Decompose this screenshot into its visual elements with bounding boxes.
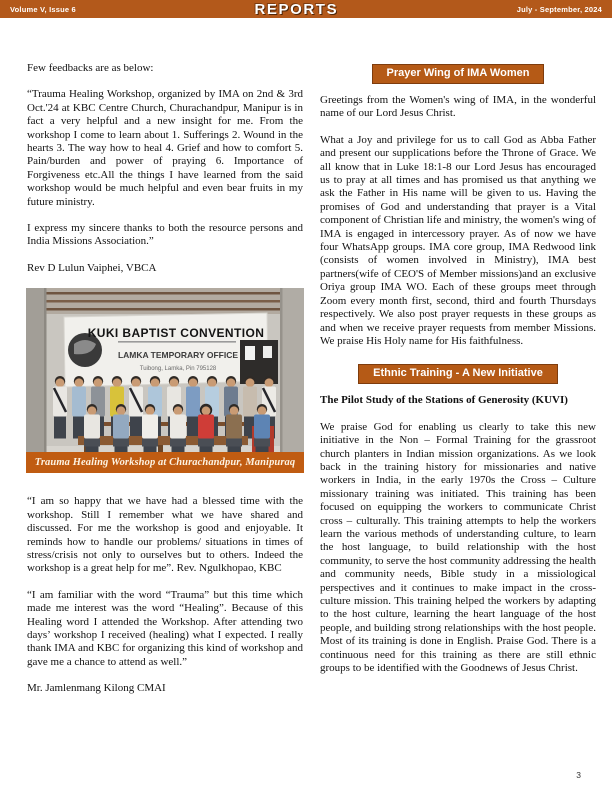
masthead-title: REPORTS	[254, 0, 339, 18]
banner-office-line: LAMKA TEMPORARY OFFICE	[117, 350, 239, 361]
right-pillar	[280, 288, 304, 473]
feedback-quote-3: “I am familiar with the word “Trauma” but this time which made me interest was the word “Healing”. Because of this Healing word I attended the Workshop. After attending two days’ workshop I received (healing) what I expected. I really thank IMA and KBC for organizing this kind of workshop and gave me a chance to attend as well.”	[27, 588, 303, 668]
feedback-quote-2: “I am so happy that we have had a blessed time with the workshop. Still I remember what we have shared and discussed. For me the workshop is good and enjoyable. It reminds how to handle our problems/ situations in times of stress/crisis not only to ourselves but to others. Indeed the workshop is a great help for me”. Rev. Ngulkhopao, KBC	[27, 495, 303, 575]
prayer-wing-paragraph-greeting: Greetings from the Women's wing of IMA, in the wonderful name of our Lord Jesus Christ.	[320, 94, 596, 120]
feedback-intro: Few feedbacks are as below:	[27, 62, 154, 74]
left-pillar	[26, 288, 46, 473]
ethnic-training-paragraph-body: We praise God for enabling us clearly to take this new initiative in the Non – Formal Training for the grassroot church planters in Indian mission organizations. As we look back in the training history for missionaries and native workers in India, in the early 1970s the Cross – Culture missionary training was initiated. This training has been focused on equipping the workers to communicate Christ cross – culturally. This training attempts to help the workers learn the various methods of understanding culture, to learn the host language, to build relationship with the host community, to serve the host community addressing the health and community needs, Bible study in a missiological perspectives and it continues to make impact in the cross-culture mission. This training helped the workers by adapting to the host culture, learning the heart language of the host people, and building strong relationships with the host people. Most of its training is done in English. Praise God. There is a continuous need for this training as there are still ethnic groups to be identified with the Goodnews of Jesus Christ.	[320, 420, 596, 675]
ethnic-training-subheading: The Pilot Study of the Stations of Generosity (KUVI)	[320, 394, 568, 407]
signature-vaiphei: Rev D Lulun Vaiphei, VBCA	[27, 261, 157, 274]
workshop-photo	[26, 288, 304, 473]
masthead-date: July - September, 2024	[516, 4, 602, 14]
photo-caption: Trauma Healing Workshop at Churachandpur, Manipuraq	[26, 452, 304, 473]
page-number: 3	[576, 770, 581, 780]
left-column	[27, 62, 303, 709]
signature-kilong: Mr. Jamlenmang Kilong CMAI	[27, 682, 166, 695]
feedback-quote-1-close: I express my sincere thanks to both the resource persons and India Missions Association.”	[27, 222, 303, 248]
workshop-photo-figure	[26, 288, 304, 473]
banner-address-line: Tuibong, Lamka, Pin 795128	[139, 366, 217, 373]
masthead	[0, 0, 612, 18]
event-banner	[64, 313, 268, 387]
feedback-quote-1: “Trauma Healing Workshop, organized by IMA on 2nd & 3rd Oct.'24 at KBC Centre Church, Churachandpur, Manipur is in fact a very helpful and a new insight for me. From the workshop I come to learn about 1. Sufferings 2. Wound in the hearts 3. The way how to heal 4. Grief and how to comfort 5. Pain/burden and power of praying 6. Importance of Forgiveness etc.All the things I have learned from the said workshop would be much helpful and even bear fruits in my future ministry.	[27, 88, 303, 208]
banner-title: KUKI BAPTIST CONVENTION	[87, 326, 265, 341]
bench-seat	[78, 436, 248, 445]
section-badge-prayer-wing: Prayer Wing of IMA Women	[372, 64, 545, 84]
right-column	[320, 64, 596, 688]
masthead-volume: Volume V, Issue 6	[10, 4, 76, 14]
prayer-wing-paragraph-body: What a Joy and privilege for us to call God as Abba Father and present our supplications before the Throne of Grace. We all know that in Luke 18:1-8 our Lord Jesus has encouraged us to pray at all times and has promised us that anything we ask the Father in His name will be given to us. Having the promises of God and understanding that prayer is a Vital component of Christian life and ministry, the women's wing of IMA is engaged in intercessory prayer. As of now we have four WhatsApp groups. IMA core group, IMA Redwood link (consists of women involved in Ministry), IMA best partners(wife of CEO'S of Member missions)and an exclusive Oriya group IMA WO. Each of these groups meet through Zoom every month first, second, third and fourth Thursdays respectively. We also post prayer requests in these groups as and when we receive prayer requests from member Missions. We praise His Holy name for His faithfulness.	[320, 133, 596, 347]
section-badge-ethnic-training: Ethnic Training - A New Initiative	[358, 364, 558, 384]
